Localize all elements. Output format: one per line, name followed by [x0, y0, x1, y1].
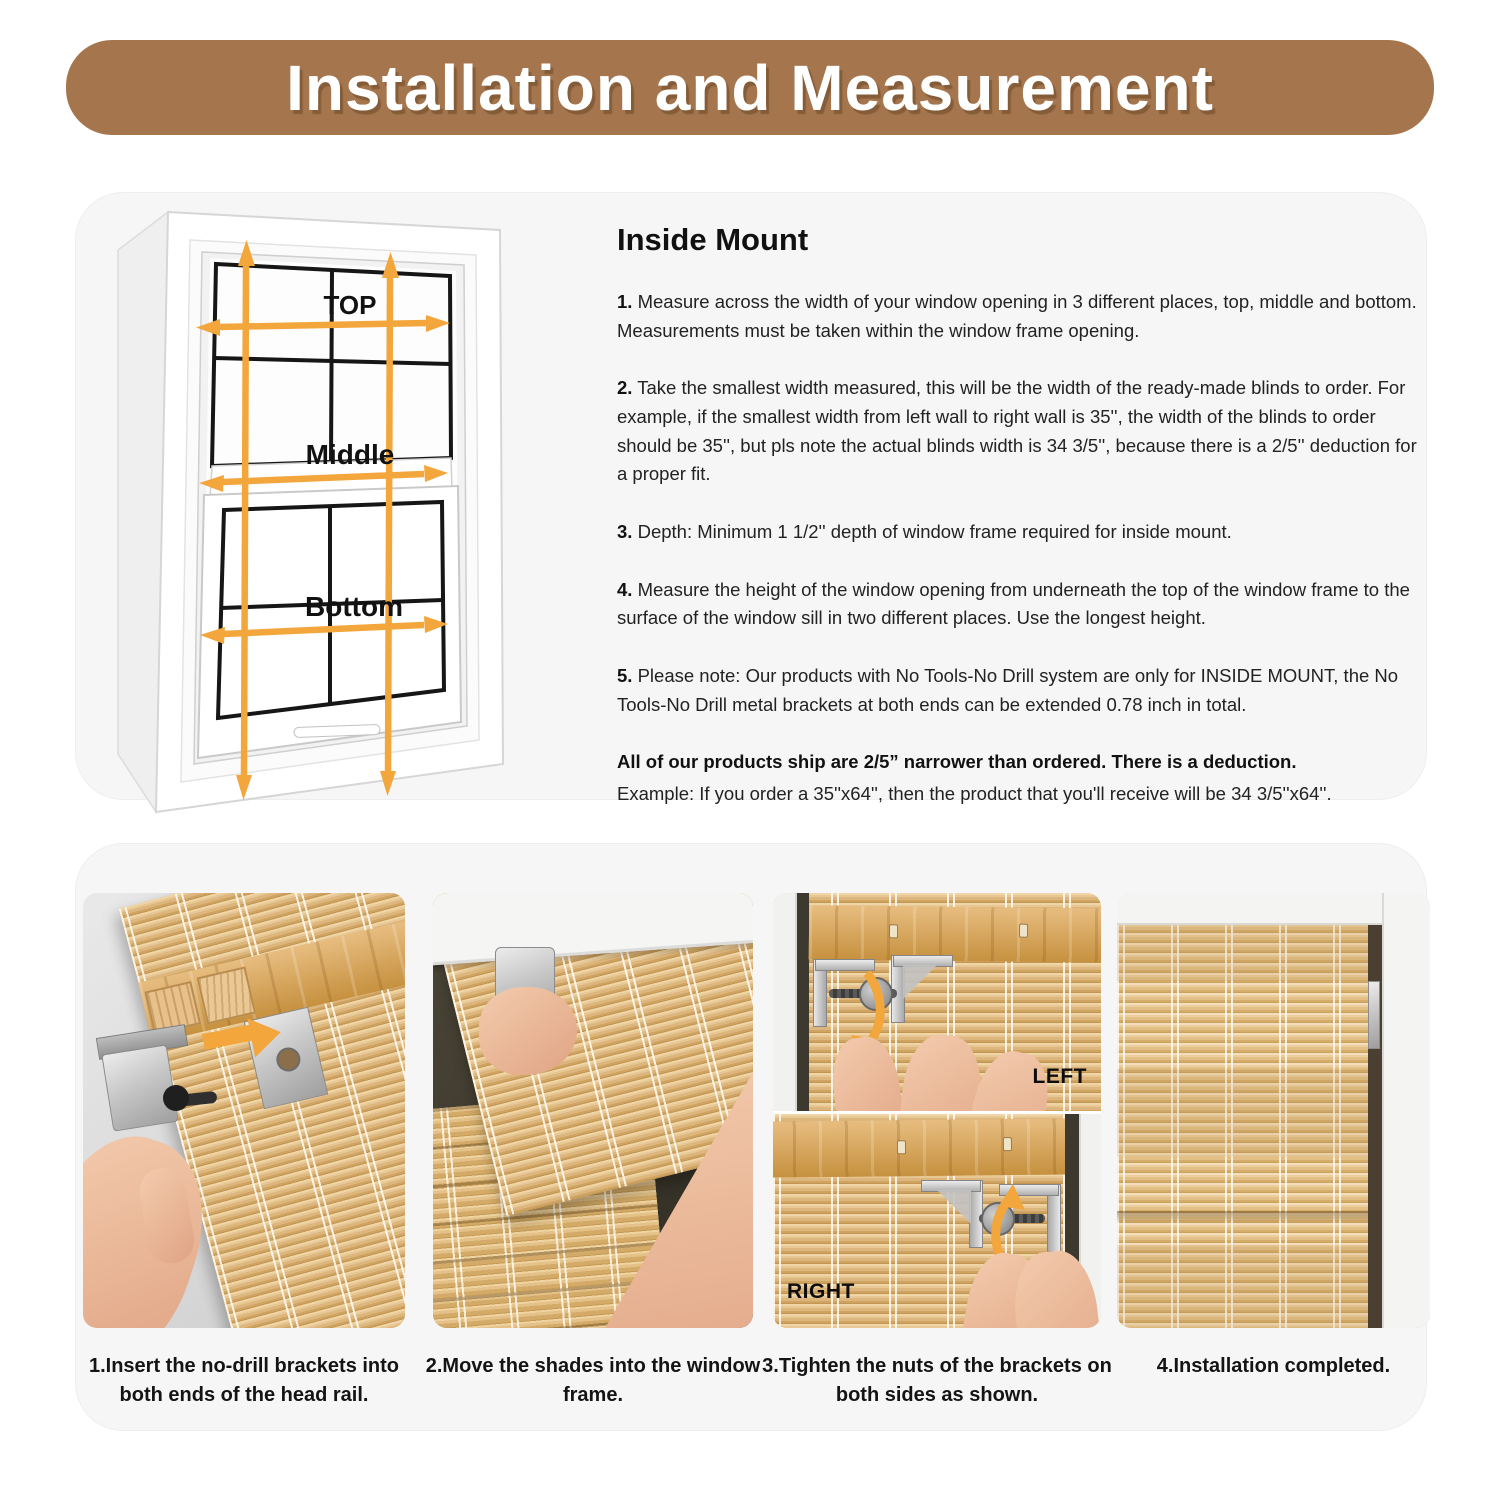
inside-mount-section — [617, 222, 1417, 808]
photo-step-2 — [433, 893, 753, 1328]
bracket-icon — [913, 1180, 983, 1260]
step-5-text: Please note: Our products with No Tools-No Drill system are only for INSIDE MOUNT, the No Tools-No Drill metal brackets at both ends can be extended 0.78 inch in total. — [617, 665, 1399, 715]
step-4-text: Measure the height of the window opening from underneath the top of the window frame to the surface of the window sill in two different places. Use the longest height. — [617, 578, 1410, 629]
page-title: Installation and Measurement — [286, 51, 1214, 124]
rail-pin — [889, 924, 898, 938]
window-measurement-diagram — [98, 192, 543, 827]
caption-step-3: 3.Tighten the nuts of the brackets on both sides as shown. — [762, 1355, 1112, 1406]
window-frame-right — [1382, 893, 1430, 1328]
step-3 — [617, 518, 1417, 547]
caption-step-2: 2.Move the shades into the window frame. — [425, 1355, 761, 1406]
left-label: LEFT — [1032, 1065, 1087, 1088]
photo-step-1 — [83, 893, 405, 1328]
label-top: TOP — [323, 290, 377, 320]
step-4-number: 4. — [617, 578, 633, 600]
tighten-left-photo — [773, 893, 1101, 1114]
step-1 — [617, 288, 1417, 345]
step-1-text: Measure across the width of your window opening in 3 different places, top, middle and bottom. Measurements must be taken within the window frame opening. — [617, 291, 1417, 341]
window-jamb — [773, 893, 797, 1111]
step-1-number: 1. — [617, 291, 633, 312]
screw-head — [163, 1085, 189, 1111]
label-bottom: Bottom — [305, 591, 403, 622]
head-rail — [809, 905, 1101, 962]
rail-pin — [1019, 924, 1028, 938]
step-3-number: 3. — [617, 521, 633, 543]
step-5-number: 5. — [617, 665, 633, 687]
rail-end-block — [197, 966, 257, 1024]
finger — [894, 1031, 986, 1114]
rail-pin — [1003, 1137, 1012, 1151]
tighten-right-photo — [773, 1114, 1101, 1329]
frame-gap — [797, 893, 809, 1111]
head-rail — [773, 1118, 1077, 1177]
step-2 — [617, 374, 1417, 489]
shade-fold — [1117, 1211, 1372, 1223]
photo-step-3 — [773, 893, 1101, 1328]
step-4 — [617, 576, 1417, 633]
right-label: RIGHT — [787, 1279, 855, 1303]
rail-pin — [897, 1140, 906, 1154]
caption-step-4: 4.Installation completed. — [1156, 1355, 1391, 1377]
title-banner — [66, 40, 1434, 135]
label-middle: Middle — [305, 439, 395, 470]
deduction-note: All of our products ship are 2/5” narrower than ordered. There is a deduction. — [617, 751, 1297, 773]
photo-step-4 — [1117, 893, 1430, 1328]
step-2-text: Take the smallest width measured, this will be the width of the ready-made blinds to order. For example, if the smallest width from left wall to right wall is 35'', the width of the blinds to order should be 35'', but pls note the actual blinds width is 34 3/5'', because there is a 2/5'' deduction for a proper fit. — [617, 377, 1417, 485]
step-3-text: Depth: Minimum 1 1/2'' depth of window frame required for inside mount. — [632, 521, 1232, 543]
deduction-example: Example: If you order a 35''x64'', then the product that you'll receive will be 34 3/5''x64''. — [617, 783, 1332, 805]
caption-step-1: 1.Insert the no-drill brackets into both ends of the head rail. — [88, 1355, 400, 1406]
thumb — [136, 1165, 198, 1268]
bracket-icon — [1368, 981, 1380, 1049]
step-5 — [617, 662, 1417, 719]
step-2-number: 2. — [617, 377, 633, 399]
bracket-icon — [891, 955, 961, 1035]
section-heading: Inside Mount — [617, 222, 809, 257]
